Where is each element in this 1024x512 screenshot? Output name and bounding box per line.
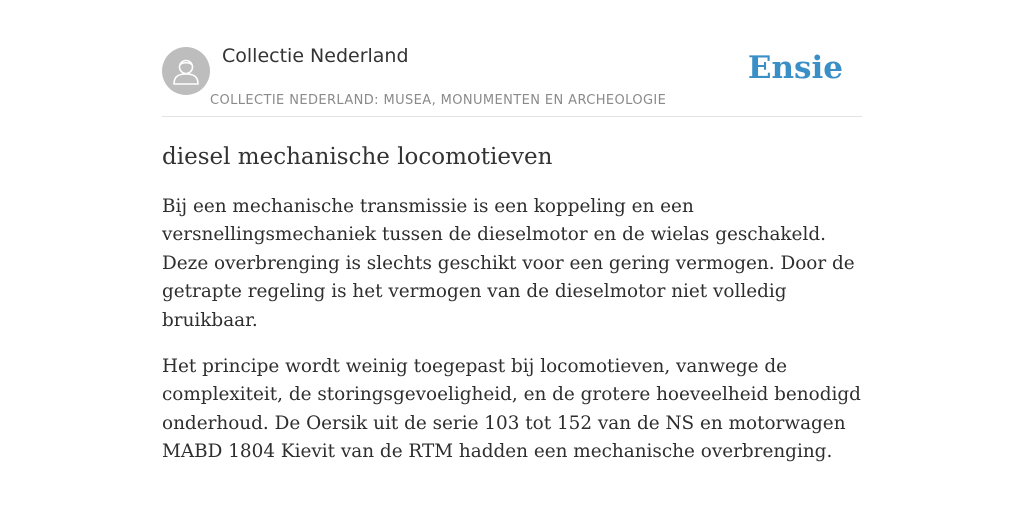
entry-paragraph-2: Het principe wordt weinig toegepast bij locomotieven, vanwege de complexiteit, de storingsgevoeligheid, en de grotere hoeveelheid benodigd onderhoud. De Oersik uit de serie 103 tot 152 van de NS en motorwagen MABD 1804 Kievit van de RTM hadden een mechanische overbrenging. (162, 356, 861, 463)
entry-header (162, 0, 862, 117)
avatar[interactable] (162, 47, 210, 95)
brand-logo[interactable]: Ensie (747, 50, 843, 86)
author-name[interactable]: Collectie Nederland (222, 45, 409, 67)
entry-paragraph-1: Bij een mechanische transmissie is een koppeling en een versnellingsmechaniek tussen de dieselmotor en de wielas geschakeld. Deze overbrenging is slechts geschikt voor een gering vermogen. Door de getrapte regeling is het vermogen van de dieselmotor niet volledig bruikbaar. (162, 196, 855, 331)
entry-card (162, 0, 862, 467)
entry-title: diesel mechanische locomotieven (162, 144, 553, 170)
author-subtitle: COLLECTIE NEDERLAND: MUSEA, MONUMENTEN EN ARCHEOLOGIE (210, 93, 667, 108)
user-icon (162, 47, 210, 95)
